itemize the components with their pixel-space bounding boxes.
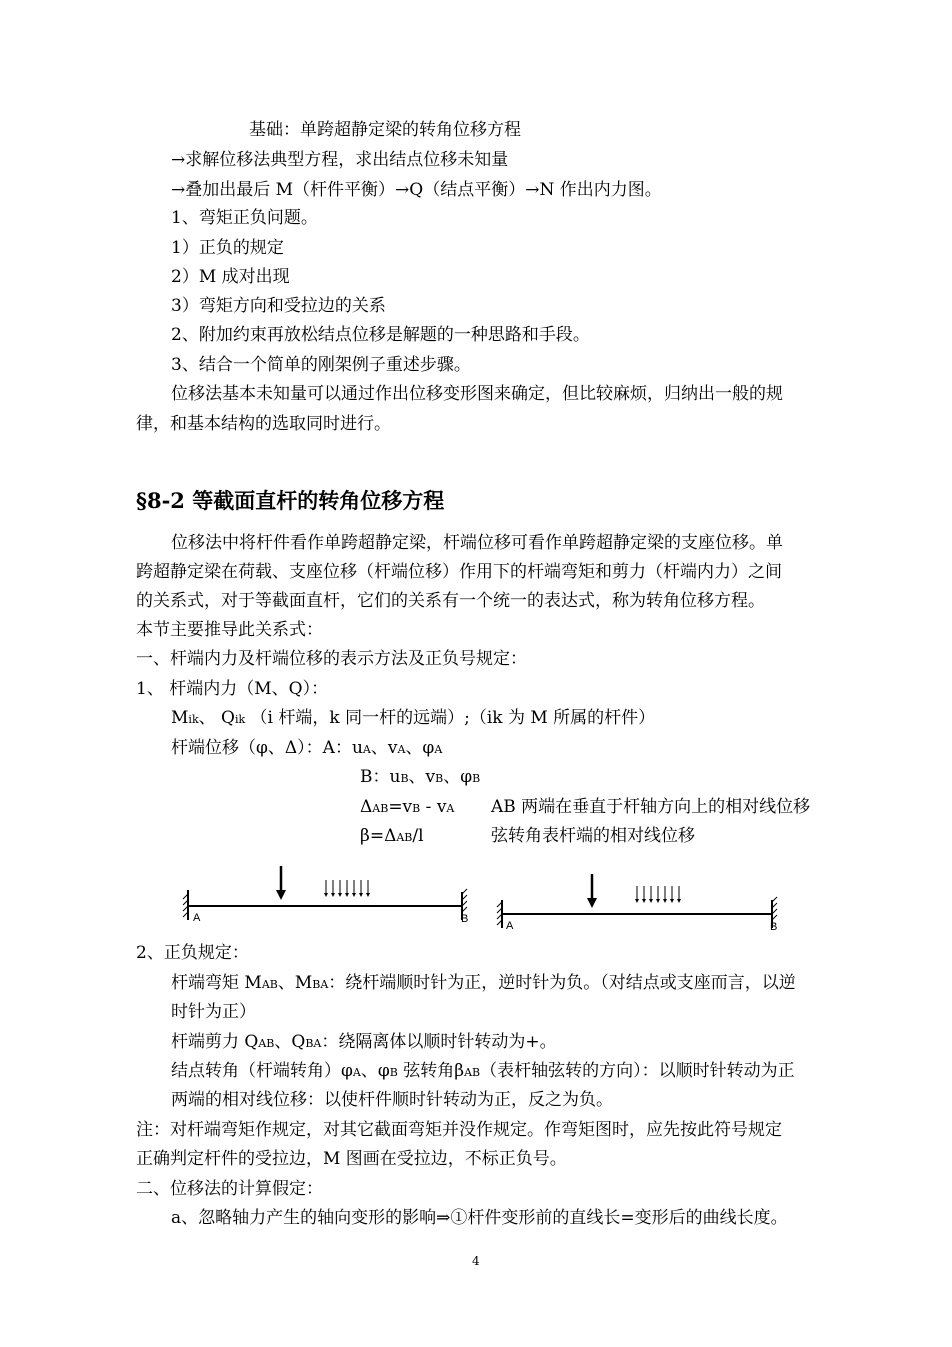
item-1: 1、弯矩正负问题。 (171, 208, 318, 228)
intro-line-2: 跨超静定梁在荷载、支座位移（杆端位移）作用下的杆端弯矩和剪力（杆端内力）之间 (136, 562, 782, 582)
part1-heading: 一、杆端内力及杆端位移的表示方法及正负号规定： (136, 649, 527, 669)
support-label-b: B (461, 913, 469, 925)
relative-disp-desc: AB 两端在垂直于杆轴方向上的相对线位移 (491, 797, 811, 817)
beam-diagram-2 (494, 870, 794, 938)
disp-line-a: 杆端位移（φ、Δ）：A：uA、vA、φA (171, 738, 443, 758)
sub-item-1: 1）正负的规定 (171, 238, 284, 258)
intro-line-4: 本节主要推导此关系式： (136, 620, 323, 640)
arrow-solve-line: →求解位移法典型方程，求出结点位移未知量 (171, 150, 509, 170)
moment-rule-line-2: 时针为正） (171, 1002, 256, 1022)
concentrated-load-arrow (587, 874, 597, 908)
relative-rule-line: 两端的相对线位移：以使杆件顺时针转动为正，反之为负。 (171, 1090, 613, 1110)
rotation-rule-line: 结点转角（杆端转角）φA、φB 弦转角βAB（表杆轴弦转的方向）：以顺时针转动为正 (171, 1061, 795, 1081)
distributed-load-arrows (326, 880, 368, 894)
assumption-a: a、忽略轴力产生的轴向变形的影响⇒①杆件变形前的直线长=变形后的曲线长度。 (171, 1208, 788, 1228)
page-number: 4 (472, 1254, 480, 1268)
force-heading: 1、 杆端内力（M、Q）： (136, 679, 329, 699)
moment-rule-line-1: 杆端弯矩 MAB、MBA：绕杆端顺时针为正，逆时针为负。（对结点或支座而言，以逆 (171, 973, 796, 993)
intro-line-3: 的关系式，对于等截面直杆，它们的关系有一个统一的表达式，称为转角位移方程。 (136, 591, 765, 611)
note-line-1: 注：对杆端弯矩作规定，对其它截面弯矩并没作规定。作弯矩图时，应先按此符号规定 (136, 1120, 782, 1140)
paragraph-line-2: 律，和基本结构的选取同时进行。 (136, 414, 391, 434)
section-title: §8-2 等截面直杆的转角位移方程 (136, 488, 445, 513)
item-2: 2、附加约束再放松结点位移是解题的一种思路和手段。 (171, 325, 590, 345)
force-desc: （i 杆端，k 同一杆的远端）;（ik 为 M 所属的杆件） (250, 708, 656, 728)
support-label-a: A (193, 912, 201, 924)
support-label-b: B (770, 921, 778, 933)
chord-rotation-formula: β=ΔAB/l (360, 826, 424, 846)
force-symbols-line: Mik、 Qik （i 杆端，k 同一杆的远端）;（ik 为 M 所属的杆件） (171, 708, 656, 728)
note-line-2: 正确判定杆件的受拉边，M 图画在受拉边，不标正负号。 (136, 1149, 567, 1169)
sign-heading: 2、正负规定： (136, 943, 249, 963)
item-3: 3、结合一个简单的刚架例子重述步骤。 (171, 355, 471, 375)
paragraph-line-1: 位移法基本未知量可以通过作出位移变形图来确定，但比较麻烦，归纳出一般的规 (171, 384, 783, 404)
sub-item-2: 2）M 成对出现 (171, 267, 290, 287)
distributed-load-arrows (637, 886, 679, 900)
arrow-sum-line: →叠加出最后 M（杆件平衡）→Q（结点平衡）→N 作出内力图。 (171, 180, 662, 200)
disp-heading: 杆端位移（φ、Δ）：A： (171, 738, 352, 758)
relative-disp-formula: ΔAB=vB - vA (360, 797, 455, 817)
chord-rotation-desc: 弦转角表杆端的相对线位移 (491, 826, 695, 846)
support-label-a: A (506, 920, 514, 932)
moment-rule-text: ：绕杆端顺时针为正，逆时针为负。（对结点或支座而言，以逆 (328, 973, 796, 993)
part2-heading: 二、位移法的计算假定： (136, 1179, 323, 1199)
shear-rule-text: ：绕隔离体以顺时针转动为+。 (321, 1032, 557, 1052)
shear-rule-line: 杆端剪力 QAB、QBA：绕隔离体以顺时针转动为+。 (171, 1032, 557, 1052)
beam-diagram-1 (180, 862, 480, 930)
basis-line: 基础：单跨超静定梁的转角位移方程 (249, 120, 521, 140)
sub-item-3: 3）弯矩方向和受拉边的关系 (171, 296, 386, 316)
disp-line-b: B：uB、vB、φB (360, 767, 481, 787)
intro-line-1: 位移法中将杆件看作单跨超静定梁，杆端位移可看作单跨超静定梁的支座位移。单 (171, 533, 783, 553)
concentrated-load-arrow (276, 866, 286, 900)
